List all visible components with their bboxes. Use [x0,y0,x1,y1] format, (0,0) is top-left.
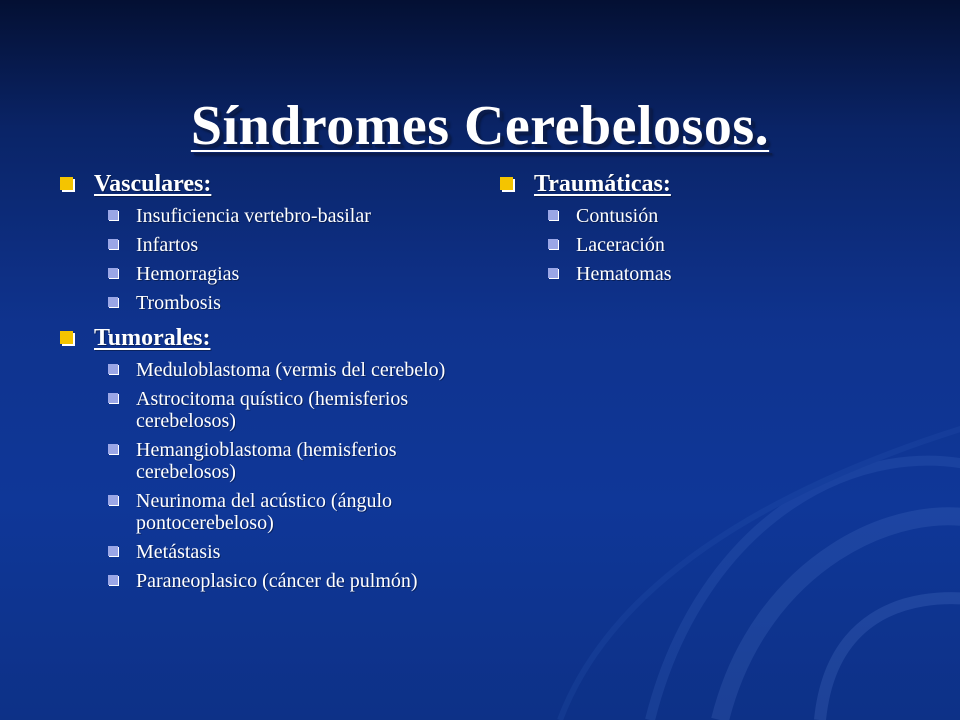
list-item-text: Infartos [136,233,199,256]
vasculares-list [60,205,480,314]
list-item-text: Astrocitoma quístico (hemisferios cerebelosos) [136,387,409,432]
right-column [500,170,900,295]
vasculares-heading-text: Vasculares: [94,171,212,197]
square-bullet-icon [548,239,558,249]
vasculares-heading [60,170,480,199]
square-bullet-icon [548,268,558,278]
list-item-text: Trombosis [136,291,221,314]
square-bullet-icon [108,297,118,307]
square-bullet-icon [108,268,118,278]
list-item [60,490,480,534]
traumaticas-heading [500,170,900,199]
list-item [60,439,480,483]
square-bullet-icon [60,177,73,190]
square-bullet-icon [108,393,118,403]
slide-title: Síndromes Cerebelosos. [190,94,770,157]
left-column [60,170,480,602]
list-item [500,234,900,256]
square-bullet-icon [108,210,118,220]
list-item-text: Metástasis [136,540,221,563]
tumorales-heading-text: Tumorales: [94,324,211,351]
list-item [500,263,900,285]
square-bullet-icon [108,575,118,585]
tumorales-list [60,359,480,592]
list-item [60,541,480,563]
list-item-text: Neurinoma del acústico (ángulo pontocerebeloso) [136,489,393,534]
traumaticas-heading-text: Traumáticas: [534,171,671,197]
square-bullet-icon [108,546,118,556]
list-item [60,205,480,227]
list-item [60,388,480,432]
list-item [60,234,480,256]
list-item-text: Meduloblastoma (vermis del cerebelo) [136,358,446,381]
list-item [500,205,900,227]
traumaticas-list [500,205,900,285]
list-item [60,359,480,381]
list-item-text: Hemangioblastoma (hemisferios cerebelosos) [136,438,397,483]
vasculares-section [60,170,480,314]
square-bullet-icon [60,331,73,344]
list-item-text: Paraneoplasico (cáncer de pulmón) [136,569,418,592]
list-item [60,263,480,285]
square-bullet-icon [500,177,513,190]
tumorales-section [60,324,480,592]
traumaticas-section [500,170,900,285]
tumorales-heading [60,324,480,353]
list-item-text: Laceración [576,233,665,256]
list-item-text: Hemorragias [136,262,240,285]
square-bullet-icon [548,210,558,220]
square-bullet-icon [108,239,118,249]
list-item [60,292,480,314]
list-item-text: Hematomas [576,262,672,285]
square-bullet-icon [108,364,118,374]
list-item-text: Insuficiencia vertebro-basilar [136,204,371,227]
list-item-text: Contusión [576,204,659,227]
square-bullet-icon [108,444,118,454]
list-item [60,570,480,592]
square-bullet-icon [108,495,118,505]
